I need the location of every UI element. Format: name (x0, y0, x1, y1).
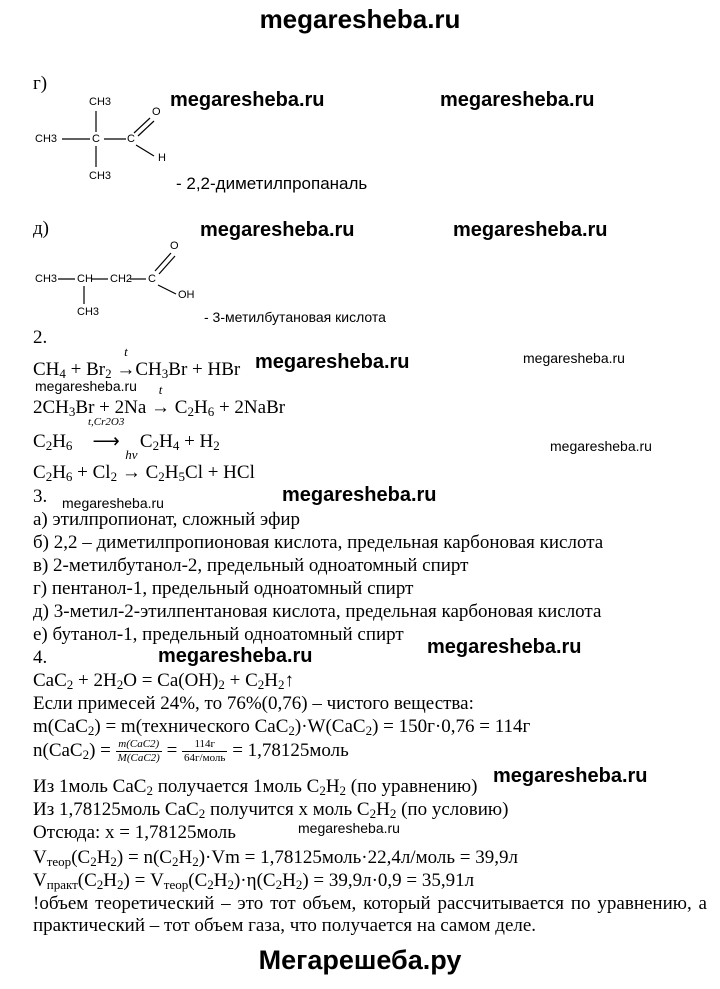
atom-label: CH2 (110, 273, 133, 285)
watermark: megaresheba.ru (440, 89, 595, 111)
watermark: megaresheba.ru (35, 378, 137, 394)
watermark: megaresheba.ru (282, 484, 437, 506)
text-line: Если примесей 24%, то 76%(0,76) – чистого вещества: (33, 693, 474, 714)
answer-item: в) 2-метилбутанол-2, предельный одноатомный спирт (33, 555, 469, 576)
text-line: Из 1моль CaC$_2$ получается 1моль $C_2H_2$ (по уравнению) (33, 776, 478, 798)
atom-label: C (92, 133, 100, 145)
atom-label: CH3 (35, 133, 58, 145)
reaction-line: $C_2H_6$ t,Cr2O3 ⟶ $C_2H_4 + H_2$ (33, 416, 220, 453)
text-line: Из 1,78125моль CaC$_2$ получится х моль $C_2H_2$ (по условию) (33, 799, 509, 821)
atom-label: H (158, 152, 166, 164)
equation-line: $V_{теор}(C_2H_2) = n(C_2H_2)\cdot Vm$ = 1,78125моль·22,4л/моль = 39,9л (33, 847, 518, 869)
task-number: 4. (33, 647, 48, 668)
watermark: megaresheba.ru (550, 438, 652, 454)
structure-g (30, 92, 210, 187)
reaction-line: $CH_4 + Br_2$ t $\to CH_3Br$ + HBr (33, 344, 241, 381)
answer-item: д) 3-метил-2-этилпентановая кислота, предельная карбоновая кислота (33, 601, 602, 622)
answer-item: г) пентанол-1, предельный одноатомный спирт (33, 578, 414, 599)
site-header: megaresheba.ru (259, 4, 461, 34)
reaction-line: $2CH_3Br + 2Na$ t → $C_2H_6$ + 2NaBr (33, 382, 286, 419)
note-paragraph: !объем теоретический – это тот объем, который рассчитывается по уравнению, а практический – тот объем газа, что получается на самом деле. (33, 893, 707, 936)
atom-label: C (148, 273, 156, 285)
equation-line: m(CaC$_2$) = m(технического CaC$_2$)·W(CaC$_2$) = 150г·0,76 = 114г (33, 716, 531, 738)
reaction-arrow: hν → (121, 447, 141, 483)
reaction-line: $C_2H_6 + Cl_2$ hν → $C_2H_5Cl$ + HCl (33, 447, 255, 484)
watermark: megaresheba.ru (255, 351, 410, 373)
watermark: megaresheba.ru (200, 219, 355, 241)
watermark: megaresheba.ru (427, 636, 582, 658)
reaction-arrow: t → (151, 382, 171, 418)
text-line: Отсюда: х = 1,78125моль (33, 822, 236, 843)
site-footer: Мегарешеба.ру (258, 945, 462, 975)
fraction: $\frac{\text{m(CaC2)}}{\text{M(CaC2)}}$ (117, 738, 160, 764)
watermark: megaresheba.ru (170, 89, 325, 111)
atom-label: CH (77, 273, 93, 285)
compound-name: - 3-метилбутановая кислота (204, 309, 386, 325)
answer-item: е) бутанол-1, предельный одноатомный спирт (33, 624, 404, 645)
reaction-arrow: t,Cr2O3 ⟶ (87, 416, 125, 452)
compound-name: - 2,2-диметилпропаналь (176, 174, 368, 193)
atom-label: CH3 (89, 170, 112, 182)
structure-d (30, 240, 220, 325)
watermark: megaresheba.ru (493, 765, 648, 787)
watermark: megaresheba.ru (523, 350, 625, 366)
watermark: megaresheba.ru (158, 645, 313, 667)
section-label: г) (33, 73, 48, 94)
atom-label: O (152, 106, 161, 118)
watermark: megaresheba.ru (298, 820, 400, 836)
equation-line: $V_{практ}(C_2H_2) = V_{теор}(C_2H_2)\cdot\eta(C_2H_2) = 39,9л\cdot 0,9 = 35,91л$ (33, 870, 475, 892)
watermark: megaresheba.ru (453, 219, 608, 241)
answer-item: б) 2,2 – диметилпропионовая кислота, предельная карбоновая кислота (33, 532, 604, 553)
fraction: $\frac{114г}{\text{64г/моль}}$ (184, 738, 226, 764)
atom-label: CH3 (89, 96, 112, 108)
section-label: д) (33, 218, 49, 239)
equation-line: $CaC_2 + 2H_2O = Ca(OH)_2$ + $C_2H_2↑$ (33, 670, 294, 692)
atom-label: C (127, 133, 135, 145)
atom-label: O (170, 240, 179, 252)
task-number: 3. (33, 486, 48, 507)
atom-label: CH3 (35, 273, 58, 285)
watermark: megaresheba.ru (62, 495, 164, 511)
reaction-arrow: t → (116, 344, 136, 380)
atom-label: CH3 (77, 306, 100, 318)
answer-item: а) этилпропионат, сложный эфир (33, 509, 301, 530)
atom-label: OH (178, 289, 195, 301)
equation-line: n(CaC$_2$) = $\frac{\text{m(CaC2)}}{\text{M(CaC2)}}$ = $\frac{114г}{\text{64г/моль}}$ = 1,78125моль (33, 738, 349, 764)
task-number: 2. (33, 327, 48, 348)
